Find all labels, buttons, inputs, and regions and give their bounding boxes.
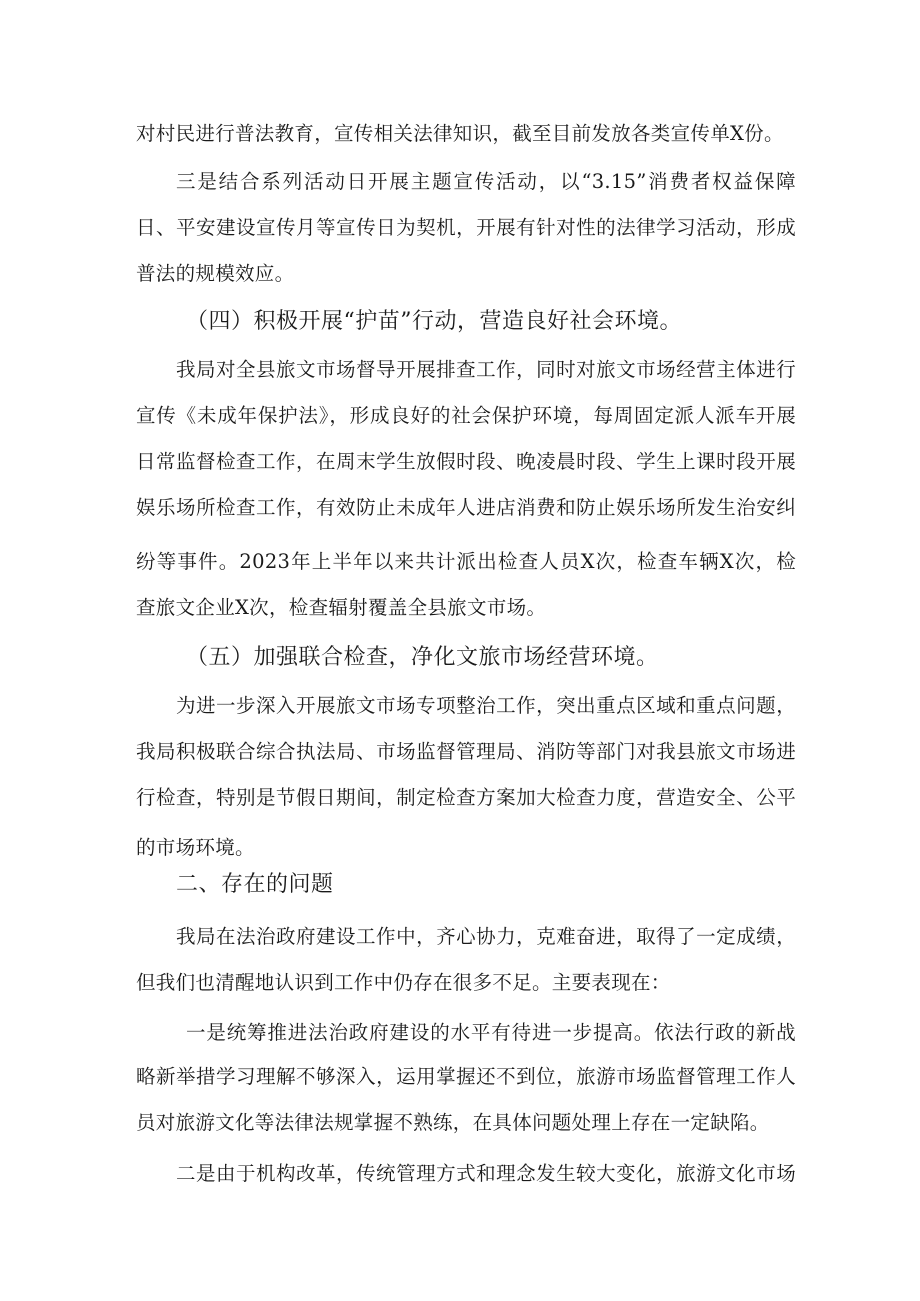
section-heading-problems: 二、存在的问题 [176, 872, 334, 897]
section-heading-5: （五）加强联合检查，净化文旅市场经营环境。 [186, 645, 659, 670]
body-text-line: 纷等事件。2023年上半年以来共计派出检查人员X次，检查车辆X次，检 [136, 550, 796, 573]
body-text-line: 娱乐场所检查工作，有效防止未成年人进店消费和防止娱乐场所发生治安纠 [136, 496, 796, 519]
body-text-line: 查旅文企业X次，检查辐射覆盖全县旅文市场。 [136, 596, 547, 619]
body-text-line: 我局积极联合综合执法局、市场监督管理局、消防等部门对我县旅文市场进 [136, 740, 796, 763]
body-text-line: 日、平安建设宣传月等宣传日为契机，开展有针对性的法律学习活动，形成 [136, 216, 796, 239]
body-text-line: 员对旅游文化等法律法规掌握不熟练，在具体问题处理上存在一定缺陷。 [136, 1111, 770, 1134]
body-text-line: 宣传《未成年保护法》，形成良好的社会保护环境，每周固定派人派车开展 [136, 404, 796, 427]
body-text-line: 的市场环境。 [136, 836, 255, 859]
body-text-line: 我局对全县旅文市场督导开展排查工作，同时对旅文市场经营主体进行 [176, 358, 796, 381]
body-text-line: 日常监督检查工作，在周末学生放假时段、晚凌晨时段、学生上课时段开展 [136, 450, 796, 473]
body-text-line: 对村民进行普法教育，宣传相关法律知识，截至目前发放各类宣传单X份。 [136, 122, 784, 145]
body-text-line: 三是结合系列活动日开展主题宣传活动，以“3.15”消费者权益保障 [176, 170, 796, 193]
section-heading-4: （四）积极开展“护苗”行动，营造良好社会环境。 [186, 309, 682, 334]
body-text-line: 行检查，特别是节假日期间，制定检查方案加大检查力度，营造安全、公平 [136, 786, 796, 809]
body-text-line: 为进一步深入开展旅文市场专项整治工作，突出重点区域和重点问题， [176, 694, 796, 717]
body-text-line: 但我们也清醒地认识到工作中仍存在很多不足。主要表现在： [136, 971, 671, 994]
body-text-line: 一是统筹推进法治政府建设的水平有待进一步提高。依法行政的新战 [186, 1021, 796, 1044]
body-text-line: 略新举措学习理解不够深入，运用掌握还不到位，旅游市场监督管理工作人 [136, 1065, 796, 1088]
body-text-line: 普法的规模效应。 [136, 262, 295, 285]
body-text-line: 我局在法治政府建设工作中，齐心协力，克难奋进，取得了一定成绩， [176, 925, 796, 948]
body-text-line: 二是由于机构改革，传统管理方式和理念发生较大变化，旅游文化市场 [176, 1162, 796, 1185]
